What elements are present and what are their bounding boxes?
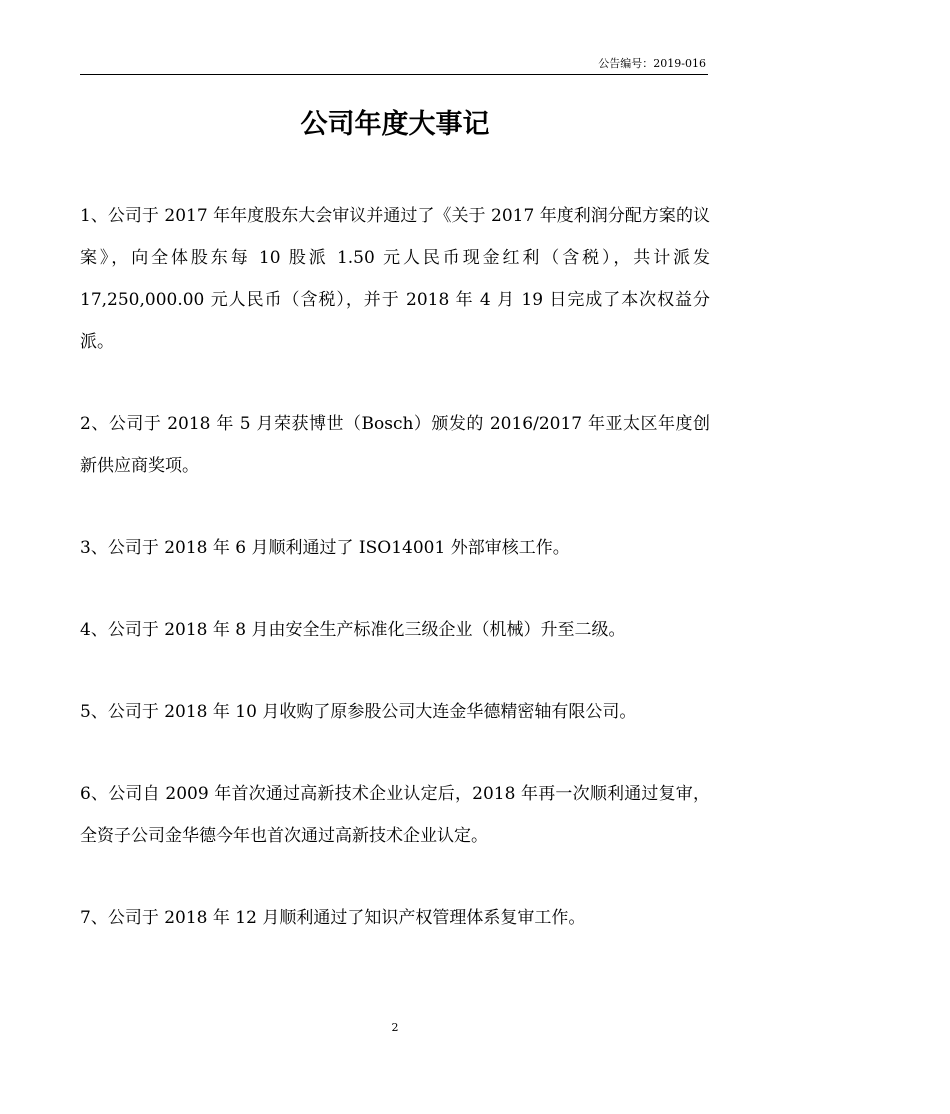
- page-header: [80, 56, 708, 75]
- event-item: 3、公司于 2018 年 6 月顺利通过了 ISO14001 外部审核工作。: [80, 538, 570, 558]
- document-title: 公司年度大事记: [300, 109, 490, 140]
- event-item: 7、公司于 2018 年 12 月顺利通过了知识产权管理体系复审工作。: [80, 908, 586, 928]
- page-number: 2: [391, 1021, 399, 1034]
- event-item: 1、公司于 2017 年年度股东大会审议并通过了《关于 2017 年度利润分配方案的议案》，向全体股东每 10 股派 1.50 元人民币现金红利（含税），共计派发 17,250,000.00 元人民币（含税），并于 2018 年 4 月 19 日完成了本次权益分派。: [80, 206, 710, 352]
- announcement-code: 公告编号：2019-016: [598, 57, 706, 70]
- event-item: 6、公司自 2009 年首次通过高新技术企业认定后，2018 年再一次顺利通过复审，全资子公司金华德今年也首次通过高新技术企业认定。: [80, 784, 710, 846]
- event-item: 4、公司于 2018 年 8 月由安全生产标准化三级企业（机械）升至二级。: [80, 620, 626, 640]
- events-list: [80, 195, 710, 939]
- event-item: 5、公司于 2018 年 10 月收购了原参股公司大连金华德精密轴有限公司。: [80, 702, 637, 722]
- event-item: 2、公司于 2018 年 5 月荣获博世（Bosch）颁发的 2016/2017 年亚太区年度创新供应商奖项。: [80, 414, 710, 476]
